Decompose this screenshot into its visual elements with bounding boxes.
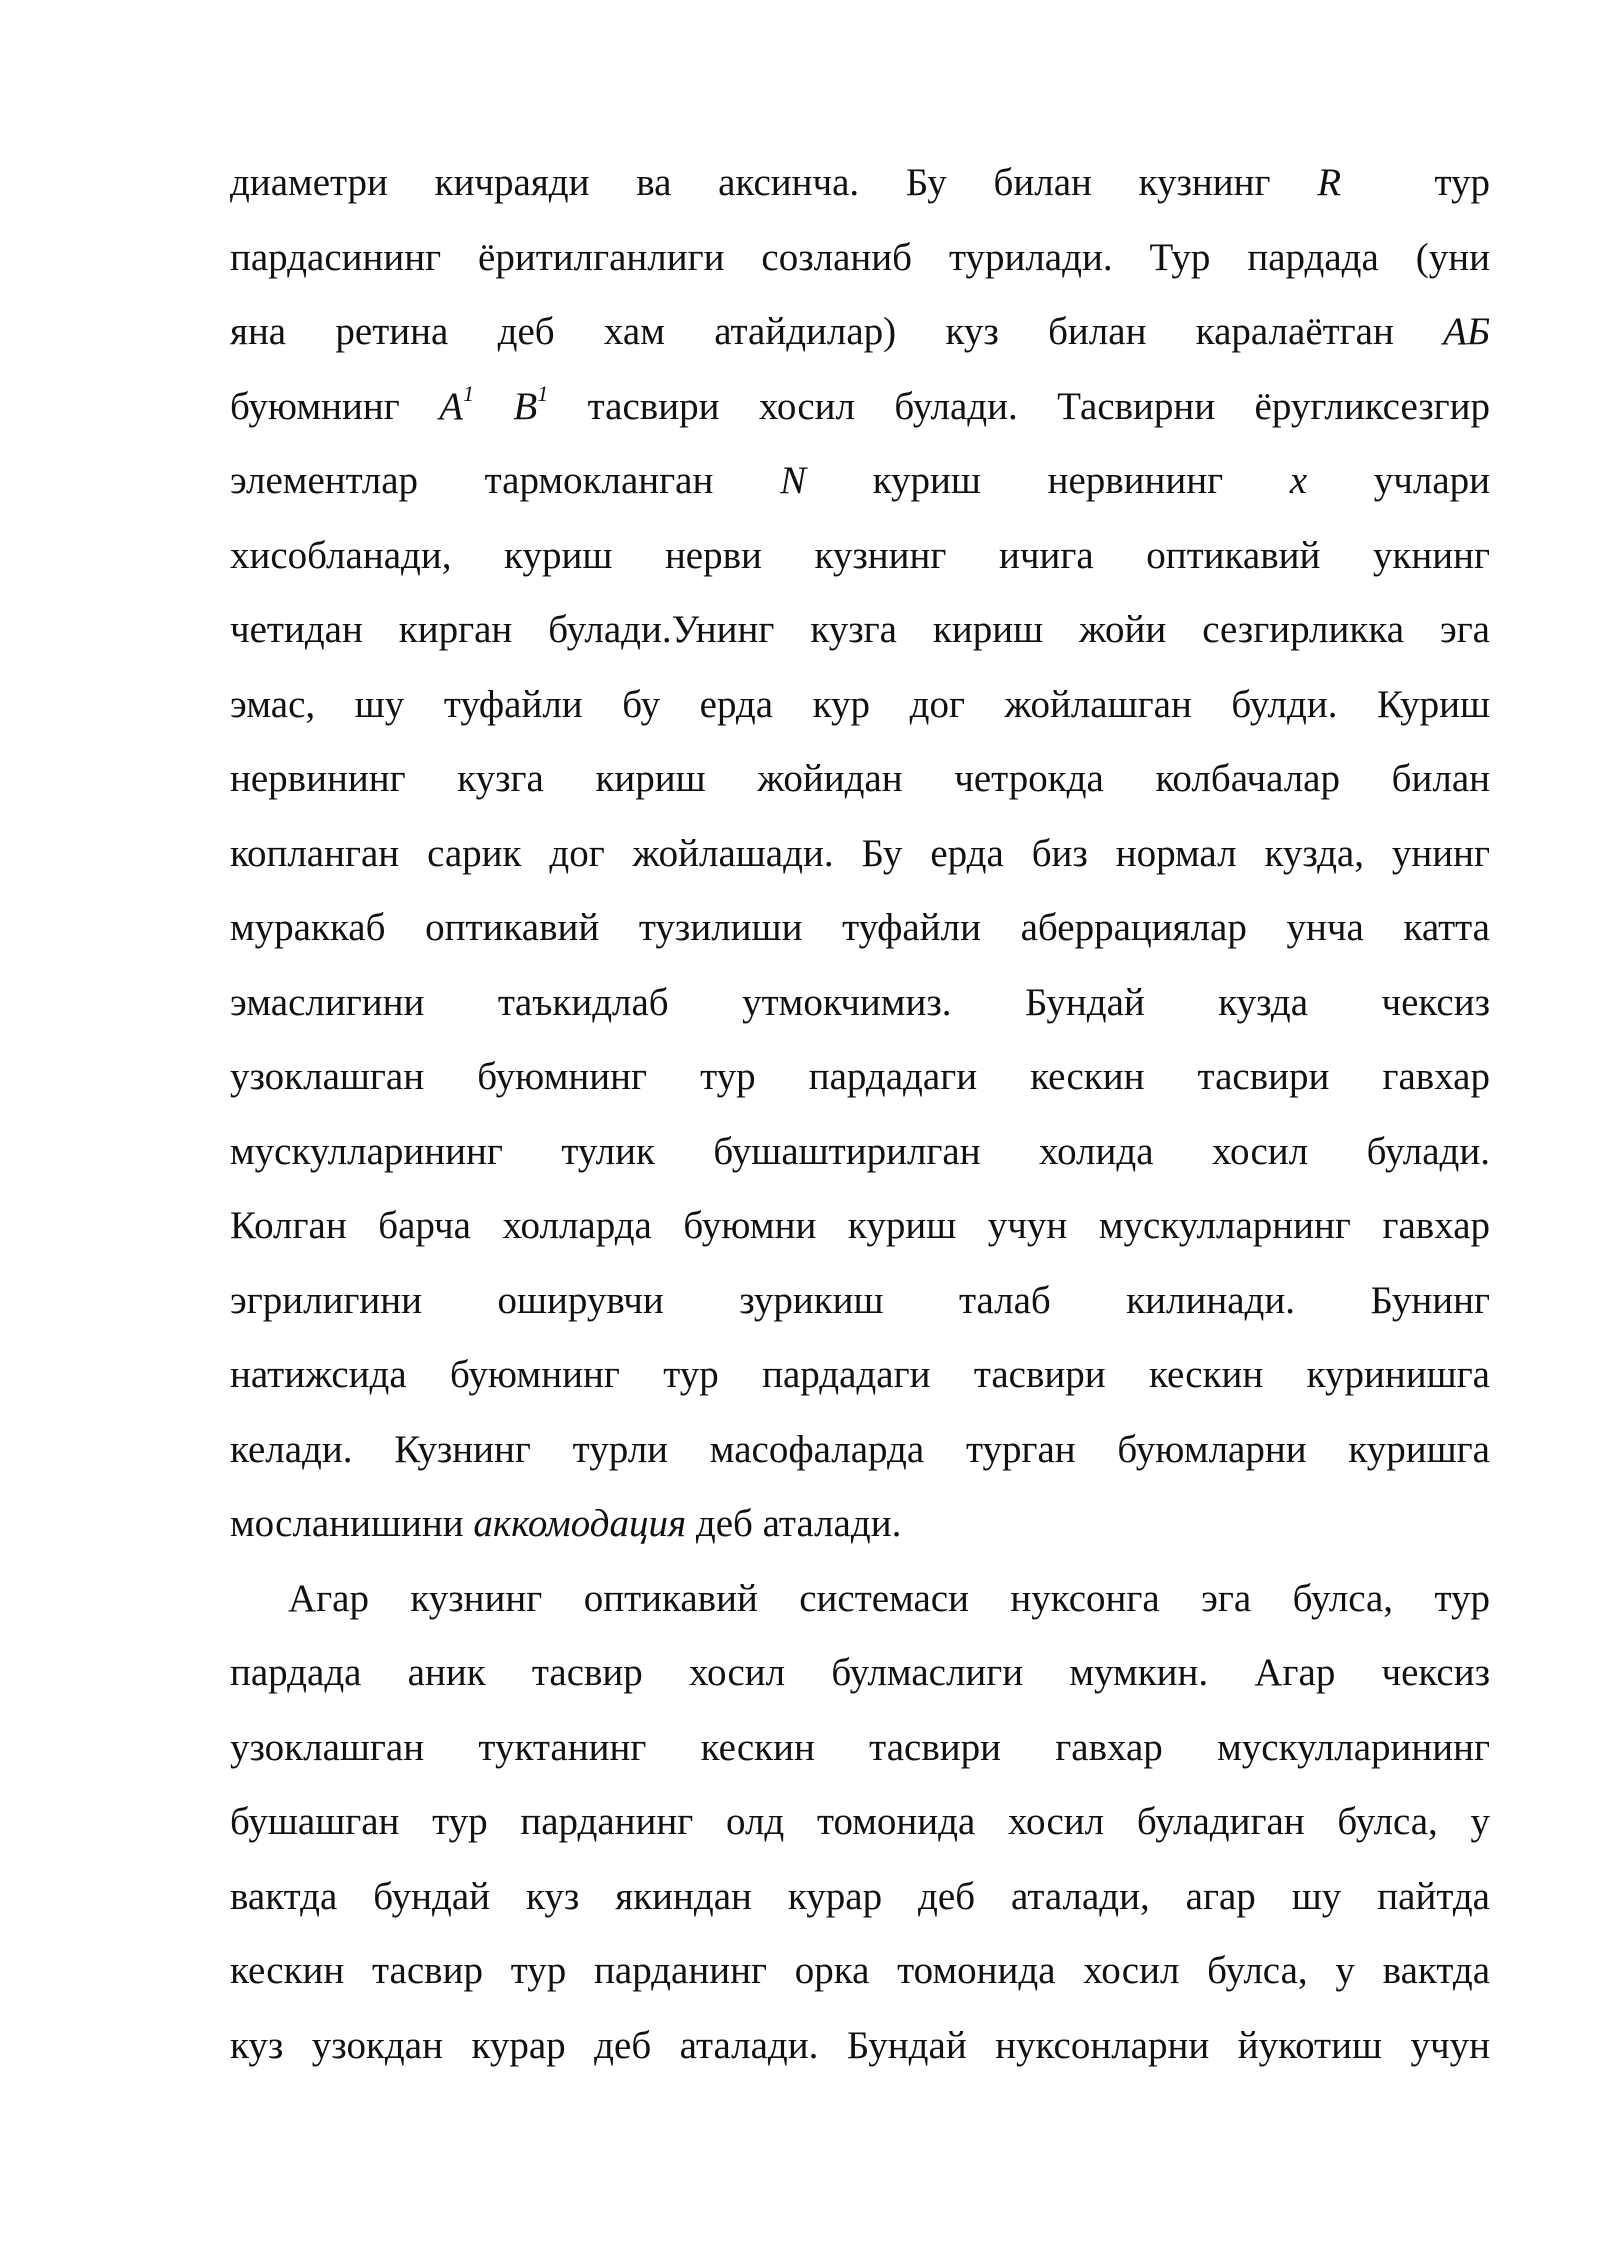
text-run: эгрилигини оширувчи зурикиш талаб килинади. Бунинг bbox=[230, 1278, 1490, 1322]
text-run: тур bbox=[1434, 161, 1490, 204]
paragraph-first-line bbox=[230, 1566, 1490, 1641]
math-symbol bbox=[439, 380, 475, 428]
text-line bbox=[230, 1342, 1490, 1417]
text-run: нервининг кузга кириш жойидан четрокда колбачалар билан bbox=[230, 757, 1490, 800]
text-line bbox=[230, 746, 1490, 821]
text-run: куз узокдан курар деб аталади. Бундай нуксонларни йукотиш учун bbox=[230, 2023, 1490, 2067]
text-run: мосланишини bbox=[230, 1502, 464, 1545]
paragraph-last-line bbox=[230, 1491, 1490, 1566]
text-run: узоклашган туктанинг кескин тасвири гавхар мускулларининг bbox=[230, 1725, 1490, 1769]
text-run: эмаслигини тaъкидлаб утмокчимиз. Бундай кузда чексиз bbox=[230, 980, 1490, 1024]
text-run: хисобланади, куриш нерви кузнинг ичига оптикавий укнинг bbox=[230, 533, 1490, 577]
text-line bbox=[230, 1119, 1490, 1194]
math-symbol: x bbox=[1289, 459, 1308, 502]
text-line bbox=[230, 895, 1490, 970]
text-run: пардасининг ёритилганлиги созланиб турилади. Тур пардада (уни bbox=[230, 235, 1490, 279]
text-line bbox=[230, 523, 1490, 598]
text-line bbox=[230, 1417, 1490, 1492]
symbol-superscript: 1 bbox=[537, 380, 549, 406]
text-line bbox=[230, 1938, 1490, 2013]
text-run: четидан кирган булади.Унинг кузга кириш жойи сезгирликка эга bbox=[230, 608, 1490, 651]
math-symbol: R bbox=[1317, 161, 1342, 204]
text-line bbox=[230, 672, 1490, 747]
symbol-base: A bbox=[439, 384, 464, 428]
text-run: учлари bbox=[1373, 459, 1490, 502]
text-run: куриш нервининг bbox=[872, 459, 1224, 502]
text-line bbox=[230, 2013, 1490, 2088]
symbol-superscript: 1 bbox=[463, 380, 475, 406]
text-line bbox=[230, 374, 1490, 449]
text-run: кескин тасвир тур парданинг орка томонида хосил булса, у вактда bbox=[230, 1949, 1490, 1992]
text-run: келади. Кузнинг турли масофаларда турган буюмларни куришга bbox=[230, 1427, 1490, 1471]
math-symbol: АБ bbox=[1443, 310, 1490, 353]
text-line bbox=[230, 150, 1490, 225]
text-run: деб аталади. bbox=[695, 1502, 902, 1545]
text-line bbox=[230, 821, 1490, 896]
text-run: яна ретина деб хам атайдилар) куз билан каралаётган bbox=[230, 310, 1394, 353]
text-line bbox=[230, 1789, 1490, 1864]
text-run: Колган барча холларда буюмни куриш учун мускулларнинг гавхар bbox=[230, 1204, 1490, 1247]
text-run: элементлар тармокланган bbox=[230, 459, 714, 502]
body-text bbox=[230, 150, 1490, 2087]
text-run: копланган сарик дог жойлашади. Бу ерда биз нормал кузда, унинг bbox=[230, 831, 1490, 875]
text-line bbox=[230, 1864, 1490, 1939]
text-line bbox=[230, 597, 1490, 672]
text-line bbox=[230, 448, 1490, 523]
text-line bbox=[230, 1640, 1490, 1715]
text-run: узоклашган буюмнинг тур пардадаги кескин тасвири гавхар bbox=[230, 1055, 1490, 1098]
text-run: бушашган тур парданинг олд томонида хосил буладиган булса, у bbox=[230, 1800, 1490, 1843]
symbol-base: B bbox=[513, 384, 538, 428]
text-run: тасвири хосил булади. Тасвирни ёругликсезгир bbox=[587, 384, 1490, 428]
text-line bbox=[230, 970, 1490, 1045]
text-run: вактда бундай куз якиндан курар деб аталади, агар шу пайтда bbox=[230, 1874, 1490, 1918]
text-line bbox=[230, 1715, 1490, 1790]
text-run: буюмнинг bbox=[230, 384, 400, 428]
text-run: натижсида буюмнинг тур пардадаги тасвири кескин куринишга bbox=[230, 1353, 1490, 1396]
text-run: мускулларининг тулик бушаштирилган холида хосил булади. bbox=[230, 1129, 1490, 1173]
emphasized-term: аккомодация bbox=[473, 1502, 687, 1545]
math-symbol bbox=[513, 380, 549, 428]
text-line bbox=[230, 1193, 1490, 1268]
text-run: пардада аник тасвир хосил булмаслиги мумкин. Агар чексиз bbox=[230, 1651, 1490, 1694]
math-symbol: N bbox=[779, 459, 806, 502]
text-run: Агар кузнинг оптикавий системаси нуксонга эга булса, тур bbox=[288, 1576, 1490, 1620]
text-run: эмас, шу туфайли бу ерда кур дог жойлашган булди. Куриш bbox=[230, 682, 1490, 726]
text-line bbox=[230, 299, 1490, 374]
text-run: мураккаб оптикавий тузилиши туфайли аберрациялар унча катта bbox=[230, 906, 1490, 949]
text-line bbox=[230, 225, 1490, 300]
text-line bbox=[230, 1044, 1490, 1119]
text-line bbox=[230, 1268, 1490, 1343]
text-run: диаметри кичраяди ва аксинча. Бу билан кузнинг bbox=[230, 161, 1271, 204]
